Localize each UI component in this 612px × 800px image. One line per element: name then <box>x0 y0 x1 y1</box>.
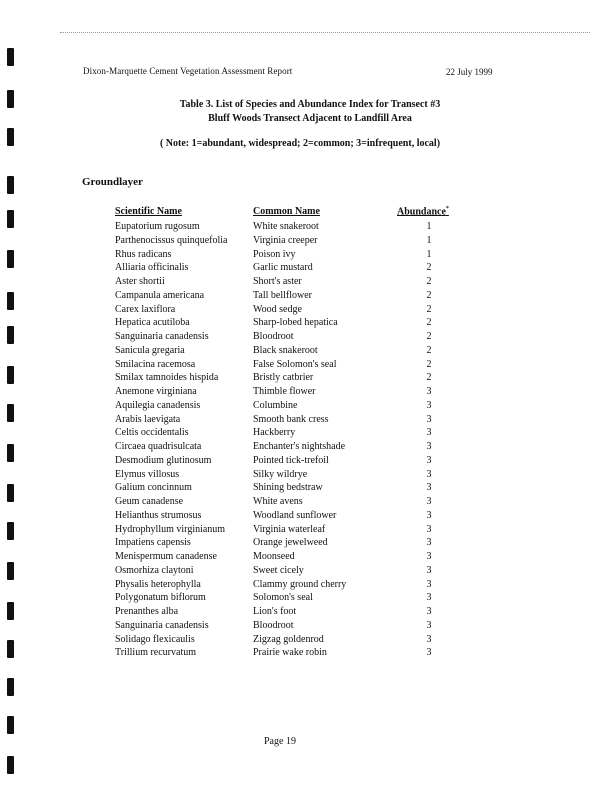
table-row <box>0 249 612 263</box>
common-name: Moonseed <box>253 551 295 562</box>
abundance-value: 3 <box>426 468 432 480</box>
table-row <box>0 620 612 634</box>
scientific-name: Alliaria officinalis <box>115 262 189 274</box>
abundance-value: 3 <box>426 619 432 631</box>
page-number: Page 19 <box>264 736 296 747</box>
scientific-name: Campanula americana <box>115 289 205 301</box>
scientific-name: Menispermum canadense <box>115 551 217 562</box>
abundance-value: 3 <box>426 592 432 604</box>
common-name: Clammy ground cherry <box>253 578 347 590</box>
abundance-value: 3 <box>426 496 432 507</box>
binder-mark <box>7 48 14 66</box>
common-name: Thimble flower <box>253 386 316 397</box>
table-row <box>0 400 612 414</box>
abundance-value: 3 <box>426 386 432 397</box>
abundance-value: 1 <box>426 221 432 232</box>
table-row <box>0 427 612 441</box>
scientific-name: Circaea quadrisulcata <box>115 441 202 452</box>
abundance-value: 2 <box>426 276 432 287</box>
common-name: Bristly catbrier <box>253 372 314 384</box>
common-name: Zigzag goldenrod <box>253 633 324 645</box>
scientific-name: Smilacina racemosa <box>115 358 196 370</box>
scientific-name: Sanicula gregaria <box>115 344 185 356</box>
table-row <box>0 359 612 373</box>
table-row <box>0 510 612 524</box>
scientific-name: Eupatorium rugosum <box>115 221 200 232</box>
table-title: Table 3. List of Species and Abundance Index for Transect #3 <box>179 99 441 110</box>
scientific-name: Anemone virginiana <box>115 386 197 397</box>
table-row <box>0 345 612 359</box>
abundance-value: 2 <box>426 344 432 356</box>
common-name: Poison ivy <box>253 248 296 260</box>
table-row <box>0 592 612 606</box>
abundance-value: 3 <box>426 427 432 439</box>
common-name: Black snakeroot <box>253 344 318 356</box>
scientific-name: Rhus radicans <box>115 248 172 260</box>
abundance-value: 3 <box>426 413 432 425</box>
section-heading: Groundlayer <box>82 176 143 188</box>
abundance-value: 3 <box>426 564 432 576</box>
table-row <box>0 537 612 551</box>
column-header-scientific: Scientific Name <box>115 206 182 217</box>
abundance-value: 2 <box>426 358 432 370</box>
table-row <box>0 496 612 510</box>
common-name: Silky wildrye <box>253 468 308 480</box>
abundance-value: 3 <box>426 454 432 466</box>
abundance-value: 3 <box>426 633 432 645</box>
common-name: Virginia creeper <box>253 234 318 246</box>
common-name: White avens <box>253 496 303 507</box>
common-name: Pointed tick-trefoil <box>253 454 329 466</box>
table-row <box>0 606 612 620</box>
common-name: Wood sedge <box>253 303 302 315</box>
common-name: White snakeroot <box>253 221 319 232</box>
column-header-abundance <box>397 206 449 217</box>
common-name: Short's aster <box>253 276 302 287</box>
common-name: Enchanter's nightshade <box>253 441 346 452</box>
scientific-name: Aquilegia canadensis <box>115 399 201 411</box>
abundance-value: 2 <box>426 262 432 274</box>
abundance-value: 3 <box>426 399 432 411</box>
table-row <box>0 579 612 593</box>
abundance-value: 3 <box>426 647 432 659</box>
scientific-name: Parthenocissus quinquefolia <box>115 234 228 246</box>
abundance-value: 3 <box>426 509 432 521</box>
scientific-name: Carex laxiflora <box>115 303 176 315</box>
abundance-value: 2 <box>426 331 432 342</box>
table-row <box>0 455 612 469</box>
abundance-value: 2 <box>426 372 432 384</box>
abundance-value: 2 <box>426 303 432 315</box>
scientific-name: Impatiens capensis <box>115 537 191 549</box>
table-row <box>0 469 612 483</box>
report-date: 22 July 1999 <box>446 67 493 77</box>
abundance-value: 3 <box>426 551 432 562</box>
common-name: False Solomon's seal <box>253 358 337 370</box>
abundance-value: 3 <box>426 482 432 494</box>
scientific-name: Sanguinaria canadensis <box>115 331 209 342</box>
binder-mark <box>7 716 14 734</box>
table-row <box>0 317 612 331</box>
common-name: Woodland sunflower <box>253 509 337 521</box>
abundance-value: 3 <box>426 441 432 452</box>
table-row <box>0 331 612 345</box>
scientific-name: Sanguinaria canadensis <box>115 619 209 631</box>
scientific-name: Hepatica acutiloba <box>115 317 190 329</box>
table-row <box>0 634 612 648</box>
table-row <box>0 276 612 290</box>
column-header-common: Common Name <box>253 206 320 217</box>
scientific-name: Aster shortii <box>115 276 165 287</box>
common-name: Sharp-lobed hepatica <box>253 317 338 329</box>
common-name: Garlic mustard <box>253 262 313 274</box>
scientific-name: Physalis heterophylla <box>115 578 201 590</box>
binder-mark <box>7 90 14 108</box>
abundance-value: 3 <box>426 523 432 535</box>
common-name: Shining bedstraw <box>253 482 323 494</box>
scientific-name: Prenanthes alba <box>115 606 179 617</box>
common-name: Bloodroot <box>253 331 294 342</box>
table-row <box>0 372 612 386</box>
scientific-name: Trillium recurvatum <box>115 647 197 659</box>
common-name: Smooth bank cress <box>253 413 329 425</box>
abundance-note: ( Note: 1=abundant, widespread; 2=common; 3=infrequent, local) <box>159 138 441 149</box>
common-name: Orange jewelweed <box>253 537 328 549</box>
common-name: Lion's foot <box>253 606 297 617</box>
table-row <box>0 565 612 579</box>
scientific-name: Elymus villosus <box>115 468 180 480</box>
abundance-footnote-mark: * <box>445 206 449 212</box>
binder-mark <box>7 678 14 696</box>
table-row <box>0 386 612 400</box>
common-name: Sweet cicely <box>253 564 304 576</box>
scientific-name: Osmorhiza claytoni <box>115 564 194 576</box>
table-row <box>0 221 612 235</box>
table-row <box>0 647 612 661</box>
table-row <box>0 290 612 304</box>
scientific-name: Solidago flexicaulis <box>115 633 195 645</box>
scientific-name: Smilax tamnoides hispida <box>115 372 219 384</box>
abundance-value: 1 <box>426 234 432 246</box>
common-name: Columbine <box>253 399 298 411</box>
table-row <box>0 235 612 249</box>
scientific-name: Polygonatum biflorum <box>115 592 206 604</box>
scientific-name: Desmodium glutinosum <box>115 454 212 466</box>
abundance-value: 3 <box>426 537 432 549</box>
binder-mark <box>7 128 14 146</box>
scan-edge-artifact <box>60 32 590 34</box>
table-row <box>0 262 612 276</box>
table-row <box>0 524 612 538</box>
scientific-name: Arabis laevigata <box>115 413 181 425</box>
abundance-value: 2 <box>426 317 432 329</box>
scientific-name: Helianthus strumosus <box>115 509 202 521</box>
scientific-name: Geum canadense <box>115 496 184 507</box>
scientific-name: Hydrophyllum virginianum <box>115 523 226 535</box>
scientific-name: Galium concinnum <box>115 482 192 494</box>
binder-mark <box>7 176 14 194</box>
common-name: Solomon's seal <box>253 592 313 604</box>
common-name: Bloodroot <box>253 619 294 631</box>
table-row <box>0 482 612 496</box>
table-row <box>0 551 612 565</box>
abundance-value: 1 <box>426 248 432 260</box>
common-name: Tall bellflower <box>253 289 312 301</box>
common-name: Prairie wake robin <box>253 647 327 659</box>
table-subtitle: Bluff Woods Transect Adjacent to Landfill Area <box>208 113 412 124</box>
report-title: Dixon-Marquette Cement Vegetation Assessment Report <box>83 66 293 76</box>
abundance-value: 3 <box>426 606 432 617</box>
table-row <box>0 304 612 318</box>
common-name: Virginia waterleaf <box>253 523 326 535</box>
species-table <box>0 221 612 661</box>
table-row <box>0 441 612 455</box>
abundance-label: Abundance <box>397 206 446 218</box>
common-name: Hackberry <box>253 427 296 439</box>
binder-mark <box>7 756 14 774</box>
table-row <box>0 414 612 428</box>
abundance-value: 2 <box>426 289 432 301</box>
scientific-name: Celtis occidentalis <box>115 427 189 439</box>
abundance-value: 3 <box>426 578 432 590</box>
